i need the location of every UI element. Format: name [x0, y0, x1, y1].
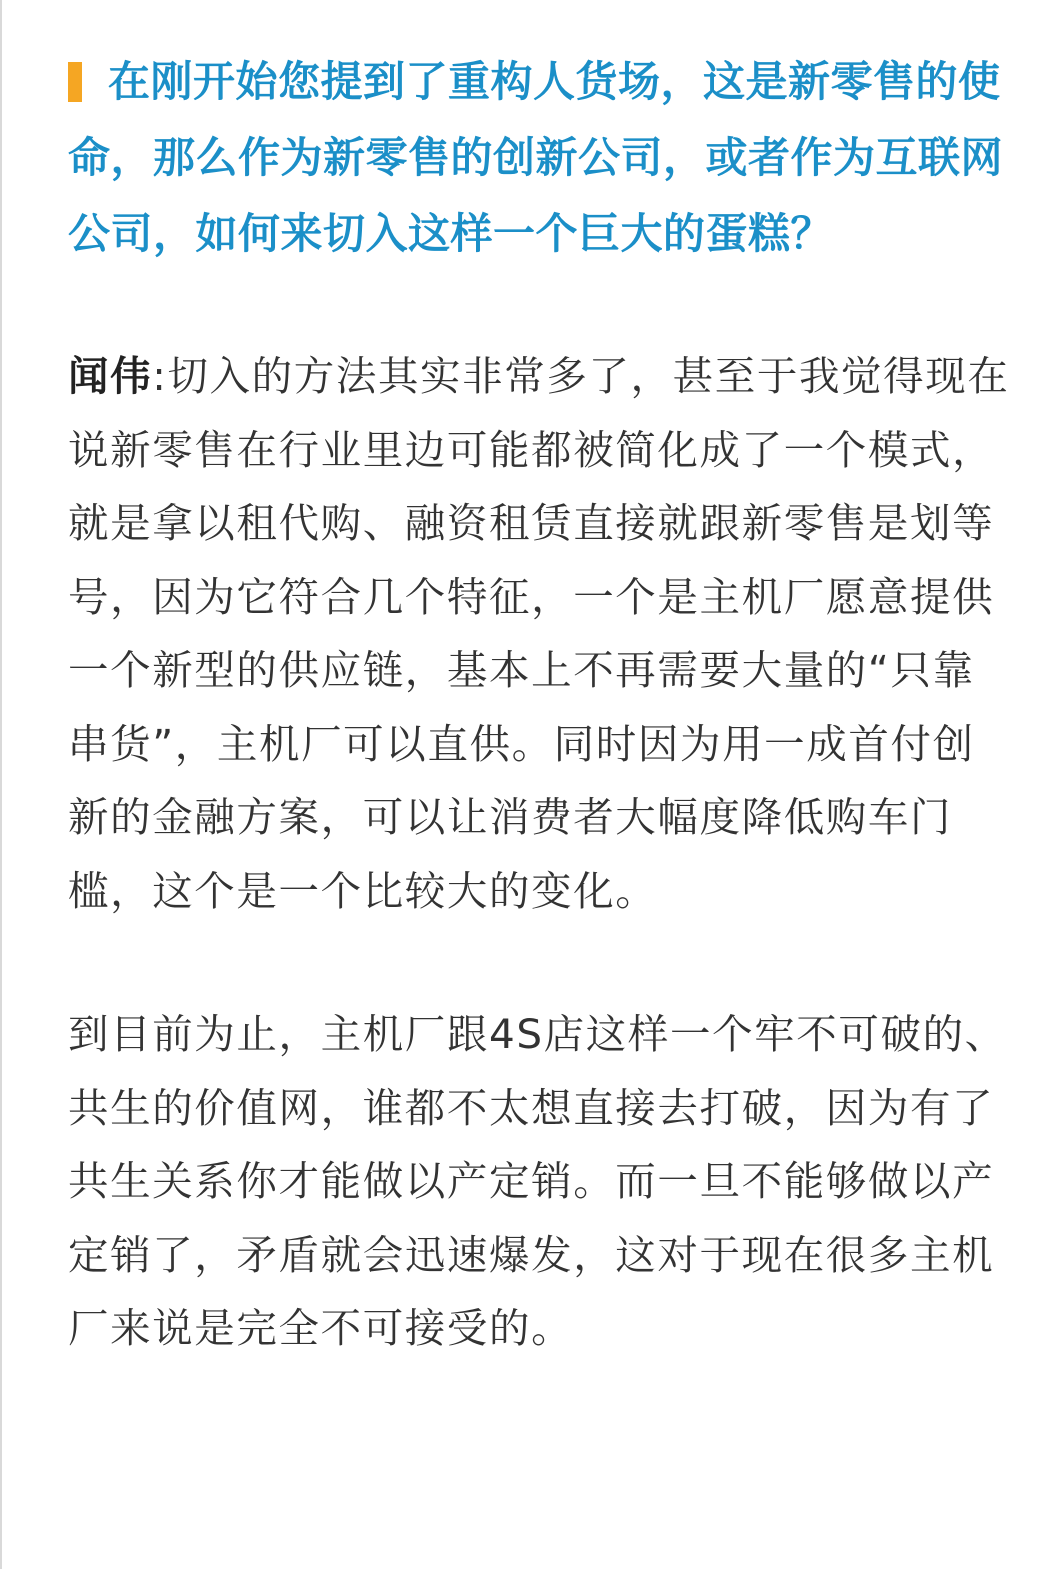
question-accent-bar — [68, 62, 82, 102]
speaker-name: 闻伟 — [68, 352, 153, 400]
question-heading — [68, 44, 1016, 272]
answer-text: 切入的方法其实非常多了，甚至于我觉得现在说新零售在行业里边可能都被简化成了一个模式，就是拿以租代购、融资租赁直接就跟新零售是划等号，因为它符合几个特征，一个是主机厂愿意提供一个新型的供应链，基本上不再需要大量的“只靠串货”，主机厂可以直供。同时因为用一成首付创新的金融方案，可以让消费者大幅度降低购车门槛，这个是一个比较大的变化。 — [68, 352, 1010, 915]
answer-paragraph — [68, 340, 1016, 928]
speaker-separator: : — [152, 352, 168, 400]
article-body — [68, 44, 1016, 1366]
body-paragraph: 到目前为止，主机厂跟4S店这样一个牢不可破的、共生的价值网，谁都不太想直接去打破，因为有了共生关系你才能做以产定销。而一旦不能够做以产定销了，矛盾就会迅速爆发，这对于现在很多主机厂来说是完全不可接受的。 — [68, 1010, 1007, 1352]
left-edge-divider — [0, 0, 2, 1569]
question-text: 在刚开始您提到了重构人货场，这是新零售的使命，那么作为新零售的创新公司，或者作为互联网公司，如何来切入这样一个巨大的蛋糕？ — [68, 57, 1004, 258]
